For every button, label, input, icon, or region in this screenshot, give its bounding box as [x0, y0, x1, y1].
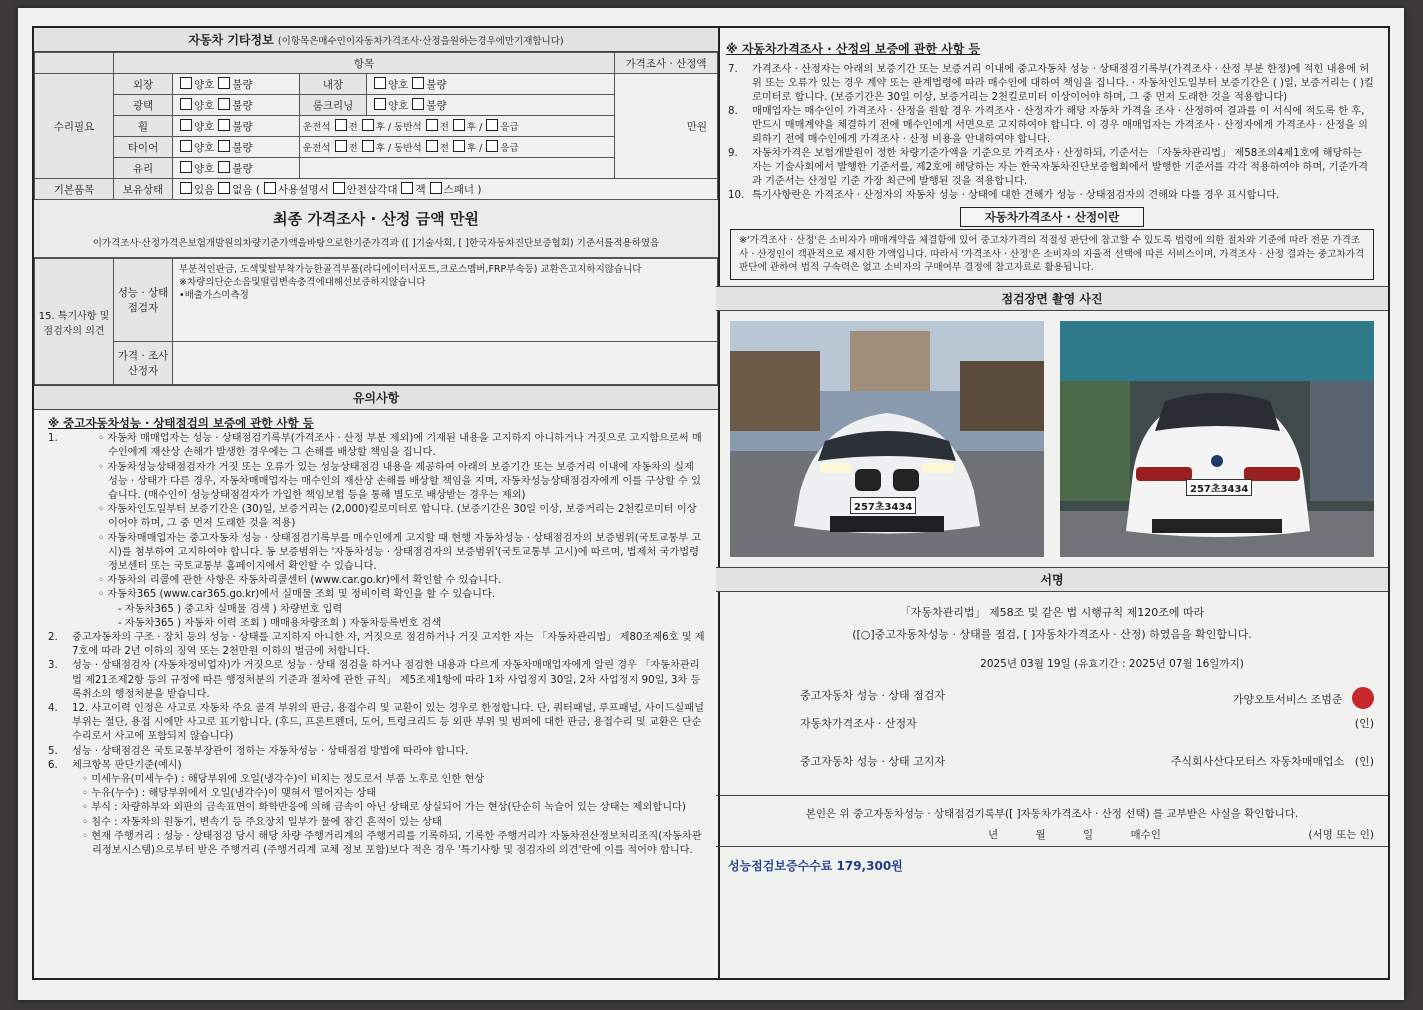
- sign-statement-1: 「자동차관리법」 제58조 및 같은 법 시행규칙 제120조에 따라: [899, 605, 1205, 619]
- criteria-item: ◦ 누유(누수) : 해당부위에서 오일(냉각수)이 맺혀서 떨어지는 상태: [82, 788, 377, 800]
- buyer-date-line: 년 월 일 매수인: [988, 828, 1161, 841]
- price-item: 10. 특기사항란은 가격조사 · 산정자의 자동차 성능 · 상태에 대한 견해가 성능 · 상태점검자의 견해와 다를 경우 표시합니다.: [728, 190, 1280, 201]
- final-price: 최종 가격조사 · 산정 금액 만원: [273, 210, 479, 228]
- price-guarantee-title: ※ 자동차가격조사 · 산정의 보증에 관한 사항 등: [726, 42, 981, 56]
- caution-subsub: - 자동차365 ) 자동차 이력 조회 ) 매매용차량조회 ) 자동차등록번호 검색: [118, 617, 442, 629]
- checkbox[interactable]: [412, 98, 424, 110]
- caution-subsub: - 자동차365 ) 중고차 실매물 검색 ) 차량번호 입력: [118, 603, 343, 615]
- caution-sub: ◦ 자동차의 리콜에 관한 사항은 자동차리콜센터 (www.car.go.kr)에서 확인할 수 있습니다.: [98, 575, 502, 587]
- front-car-image: [730, 321, 1044, 557]
- price-item: 9. 자동차가격은 보험개발원이 정한 차량기준가액을 기준으로 가격조사 · 산정하되, 기준서는 「자동차관리법」 제58조의4제1호에 해당하는 자는 기술사회에서 발행한 기준서를, 제2호에 해당하는 자는 한국자동차진단보증협회에서 발행한 기준서를 각각 적용하여야 하며, 기준가격과 기준서는 산정일 기준 가장 최근에 발행된 것을 적용합니다.: [728, 148, 1368, 187]
- checkbox[interactable]: [180, 77, 192, 89]
- front-plate: 257초3434: [850, 497, 916, 514]
- checkbox[interactable]: [426, 140, 438, 152]
- special-notes-table: [34, 258, 718, 385]
- caution-sub: ◦ 자동차성능상태점검자가 거짓 또는 오류가 있는 성능상태점검 내용을 제공하여 아래의 보증기간 또는 보증거리 이내에 자동차의 실제 성능 · 상태가 다른 경우, 자동차매매업자는 매수인의 재산상 손해를 배상할 책임을 지며, 자동차성능상태점검자에게 이를 구상할 수 있습니다. (매수인이 성능상태점검자가 가입한 책임보험 등을 통해 별도로 배상받는 경우는 제외): [98, 461, 701, 502]
- vehicle-other-info-header: [34, 28, 718, 52]
- inspection-document: [18, 8, 1404, 1000]
- sign-date: 2025년 03월 19일 (유효기간 : 2025년 07월 16일까지): [980, 657, 1244, 670]
- checkbox[interactable]: [362, 119, 374, 131]
- sign-statement-2: ([○]중고자동차성능 · 상태를 점검, [ ]자동차가격조사 · 산정) 하였음을 확인합니다.: [852, 627, 1252, 641]
- exterior-label: 외장: [114, 74, 173, 95]
- checkbox[interactable]: [486, 119, 498, 131]
- checkbox[interactable]: [180, 182, 192, 194]
- checkbox[interactable]: [333, 182, 345, 194]
- caution-item: 2. 중고자동차의 구조 · 장치 등의 성능 · 상태를 고지하지 아니한 자, 거짓으로 점검하거나 거짓 고지한 자는 「자동차관리법」 제80조제6호 및 제7호에 따라 2년 이하의 징역 또는 2천만원 이하의 벌금에 처합니다.: [48, 632, 705, 658]
- checkbox[interactable]: [426, 119, 438, 131]
- caution-body: [34, 410, 718, 858]
- wheel-options: 양호 불량: [173, 116, 300, 137]
- buyer-signature-hint: (서명 또는 인): [1308, 828, 1374, 841]
- price-definition-title: 자동차가격조사 · 산정이란: [960, 207, 1144, 227]
- rear-car-photo: [1060, 321, 1374, 557]
- basic-status-label: 보유상태: [114, 179, 173, 200]
- cleaning-options: 양호 불량: [367, 95, 615, 116]
- wheel-position-options: 운전석 전 후 / 동반석 전 후 / 응급: [300, 116, 615, 137]
- tire-label: 타이어: [114, 137, 173, 158]
- criteria-item: ◦ 부식 : 차량하부와 외판의 금속표면이 화학반응에 의해 금속이 아닌 상태로 상실되어 가는 현상(단순히 녹슬어 있는 상태는 제외합니다): [82, 802, 686, 814]
- criteria-item: ◦ 침수 : 자동차의 원동기, 변속기 등 주요장치 일부가 물에 잠긴 흔적이 있는 상태: [82, 816, 442, 828]
- checkbox[interactable]: [218, 77, 230, 89]
- caution-title: ※ 중고자동차성능 · 상태점검의 보증에 관한 사항 등: [48, 416, 314, 430]
- caution-sub: ◦ 자동차 매매업자는 성능 · 상태점검기록부(가격조사 · 산정 부분 제외)에 기재된 내용을 고지하지 아니하거나 거짓으로 고지함으로써 매수인에게 재산상 손해가 발생한 경우에는 그 손해를 배상할 책임을 집니다.: [98, 433, 702, 459]
- note-line: ※차량의단순소음및떨림변속충격에대해선보증하지않습니다: [179, 277, 426, 288]
- price-item: 8. 매매업자는 매수인이 가격조사 · 산정을 원할 경우 가격조사 · 산정자가 해당 자동차 가격을 조사 · 산정하여 결과를 이 서식에 적도록 한 후, 반드시 매매계약을 체결하기 전에 매수인에게 서면으로 고지하여야 합니다. 이 경우 매매업자는 가격조사 · 산정자에게 가격조사 · 산정을 의뢰하기 전에 매수인에게 가격조사 · 산정 비용을 안내하여야 합니다.: [728, 106, 1368, 145]
- criteria-item: ◦ 현재 주행거리 : 성능 · 상태점검 당시 해당 차량 주행거리계의 주행거리를 기록하되, 기록한 주행거리가 자동차전산정보처리조직(자동차관리정보시스템)으로부터 받은 주행거리 (주행거리계 교체 정보 포함)보다 적은 경우 '특기사항 및 점검자의 의견'란에 이를 적어야 합니다.: [82, 830, 702, 857]
- note-line: 부분적인판금, 도색및탈부착가능한골격부품(라디에이터서포트,크로스멤버,FRP부속등) 교환은고지하지않습니다: [179, 264, 642, 275]
- checkbox[interactable]: [401, 182, 413, 194]
- rear-car-image: [1060, 321, 1374, 557]
- sign-row: 중고자동차 성능 · 상태 고지자 주식회사산다모터스 자동차매매업소 (인): [800, 754, 1374, 768]
- left-column: [32, 26, 720, 980]
- checkbox[interactable]: [412, 77, 424, 89]
- wheel-label: 휠: [114, 116, 173, 137]
- gloss-options: 양호 불량: [173, 95, 300, 116]
- glass-options: 양호 불량: [173, 158, 300, 179]
- warranty-fee: 성능점검보증수수료 179,300원: [716, 846, 1388, 884]
- sign-row: 중고자동차 성능 · 상태 점검자 가양오토서비스 조범준: [716, 671, 1388, 709]
- caution-item: 3. 성능 · 상태점검자 (자동차정비업자)가 거짓으로 성능 · 상태 점검을 하거나 점검한 내용과 다르게 자동차매매업자에게 알린 경우 「자동차관리법 제21조제2항 등의 규정에 따른 행정처분의 기준과 절차에 관한 규칙」 제5조제1항에 따라 1차 사업정지 30일, 2차 사업정지 90일, 3차 등록취소의 행정처분을 받습니다.: [48, 660, 701, 700]
- glass-label: 유리: [114, 158, 173, 179]
- checkbox[interactable]: [362, 140, 374, 152]
- section-title-note: (이항목은매수인이자동차가격조사·산정을원하는경우에만기재합니다): [277, 36, 564, 47]
- caution-sub: ◦ 자동차인도일부터 보증기간은 (30)일, 보증거리는 (2,000)킬로미터로 합니다. (보증기간은 30일 이상, 보증거리는 2천킬로미터 이상이어야 하며, 그 중 먼저 도래한 것을 적용): [98, 504, 697, 530]
- perf-inspector-label: 성능 · 상태 점검자: [114, 259, 173, 342]
- buyer-confirm: [716, 795, 1388, 846]
- criteria-item: ◦ 미세누유(미세누수) : 해당부위에 오일(냉각수)이 비치는 정도로서 부품 노후로 인한 현상: [82, 774, 485, 786]
- signature-section: [716, 604, 1388, 884]
- checkbox[interactable]: [218, 182, 230, 194]
- checkbox[interactable]: [218, 161, 230, 173]
- exterior-options: 양호 불량: [173, 74, 300, 95]
- checkbox[interactable]: [180, 161, 192, 173]
- perf-inspector-notes: [173, 259, 718, 342]
- checkbox[interactable]: [374, 77, 386, 89]
- tire-options: 양호 불량: [173, 137, 300, 158]
- basic-items-options: 있음 없음 ( 사용설명서 안전삼각대 잭 스패너 ): [173, 179, 718, 200]
- tire-position-options: 운전석 전 후 / 동반석 전 후 / 응급: [300, 137, 615, 158]
- item-header: 항목: [114, 53, 615, 74]
- photo-header: 점검장면 촬영 사진: [716, 286, 1388, 311]
- gloss-label: 광택: [114, 95, 173, 116]
- inspection-photos: [716, 311, 1388, 567]
- caution-sub: ◦ 자동차매매업자는 중고자동차 성능 · 상태점검기록부를 매수인에게 고지할 때 현행 자동차성능 · 상태점검자의 보증범위(국토교통부 고시)를 첨부하여 고지하여야 합니다. 동 보증범위는 '자동차성능 · 상태점검자의 보증범위'(국토교통부 고시)에 따르며, 법제처 국가법령정보센터 또는 국토교통부 홈페이지에서 확인할 수 있습니다.: [98, 532, 702, 573]
- right-column: [716, 26, 1390, 980]
- price-assessor-label: 가격 · 조사 산정자: [114, 342, 173, 385]
- caution-sub: ◦ 자동차365 (www.car365.go.kr)에서 실매물 조회 및 정비이력 확인을 할 수 있습니다.: [98, 589, 496, 601]
- checkbox[interactable]: [374, 98, 386, 110]
- front-car-photo: [730, 321, 1044, 557]
- checkbox[interactable]: [180, 140, 192, 152]
- basic-items-label: 기본품목: [35, 179, 114, 200]
- final-price-block: [34, 200, 718, 258]
- price-definition-text: ※'가격조사 · 산정'은 소비자가 매매계약을 체결함에 있어 중고차가격의 적절성 판단에 참고할 수 있도록 법령에 의한 절차와 기준에 따라 전문 가격조사 · 산정인이 객관적으로 제시한 가액입니다. 따라서 '가격조사 · 산정'은 소비자의 자율적 선택에 따른 서비스이며, 가격조사 · 산정 결과는 중고차가격판단에 관하여 법적 구속력은 없고 소비자의 구매여부 결정에 참고자료로 활용됩니다.: [730, 229, 1374, 280]
- checkbox[interactable]: [180, 98, 192, 110]
- checkbox[interactable]: [335, 119, 347, 131]
- caution-item: 6. 체크항목 판단기준(예시): [48, 759, 182, 771]
- repair-needed-label: 수리필요: [35, 74, 114, 179]
- caution-item-1: 1. ◦ 자동차 매매업자는 성능 · 상태점검기록부(가격조사 · 산정 부분 제외)에 기재된 내용을 고지하지 아니하거나 거짓으로 고지함으로써 매수인에게 재산상 손해가 발생한 경우에는 그 손해를 배상할 책임을 집니다. ◦ 자동차성능상태점검자가 거짓 또는 오류가 있는 성능상태점검 내용을 제공하여 아래의 보증기간 또는 보증거리 이내에 자동차의 실제 성능 · 상태가 다른 경우, 자동차매매업자는 매수인의 재산상 손해를 배상할 책임을 지며, 자동차성능상태점검자에게 이를 구상할 수 있습니다. (매수인이 성능상태점검자가 가입한 책임보험 등을 통해 별도로 배상받는 경우는 제외) ◦ 자동차인도일부터 보증기간은 (30)일, 보증거리는 (2,000)킬로미터로 합니다. (보증기간은 30일 이상, 보증거리는 2천킬로미터 이상이어야 하며, 그 중 먼저 도래한 것을 적용) ◦ 자동차매매업자는 중고자동차 성능 · 상태점검기록부를 매수인에게 고지할 때 현행 자동차성능 · 상태점검자의 보증범위(국토교통부 고시)를 첨부하여 고지하여야 합니다. 동 보증범위는 '자동차성능 · 상태점검자의 보증범위'(국토교통부 고시)에 따르며, 법제처 국가법령정보센터 또는 국토교통부 홈페이지에서 확인할 수 있습니다. ◦ 자동차의 리콜에 관한 사항은 자동차리콜센터 (www.car.go.kr)에서 확인할 수 있습니다. ◦ 자동차365 (www.car365.go.kr)에서 실매물 조회 및 정비이력 확인을 할 수 있습니다. - 자동차365 ) 중고차 실매물 검색 ) 차량번호 입력 - 자동차365 ) 자동차 이력 조회 ) 매매용차량조회 ) 자동차등록번호 검색: [48, 432, 706, 631]
- interior-label: 내장: [300, 74, 367, 95]
- section-title: 자동차 기타정보: [188, 33, 274, 47]
- special-notes-label: 15. 특기사항 및 점검자의 의견: [35, 259, 114, 385]
- rear-plate: 257초3434: [1186, 479, 1252, 496]
- interior-options: 양호 불량: [367, 74, 615, 95]
- note-line: •배출가스미측정: [179, 290, 249, 301]
- caution-header: 유의사항: [34, 385, 718, 410]
- price-item: 7. 가격조사 · 산정자는 아래의 보증기간 또는 보증거리 이내에 중고자동차 성능 · 상태점검기록부(가격조사 · 산정 부분 한정)에 적힌 내용에 허위 또는 오류가 있는 경우 계약 또는 관계법령에 따라 매수인에 대하여 책임을 집니다. · 자동차인도일부터 보증기간은 ( )일, 보증거리는 ( )킬로미터로 합니다. (보증기간은 30일 이상, 보증거리는 2천킬로미터 이상이어야 하며, 그 중 먼저 도래한 것을 적용합니다): [728, 64, 1374, 103]
- caution-item: 5. 성능 · 상태점검은 국토교통부장관이 정하는 자동차성능 · 상태점검 방법에 따라야 합니다.: [48, 745, 469, 757]
- inspector-name: 가양오토서비스 조범준: [1233, 687, 1374, 709]
- seal-stamp: [1352, 687, 1374, 709]
- checkbox[interactable]: [486, 140, 498, 152]
- price-header: 가격조사 · 산정액: [615, 53, 718, 74]
- caution-item: 4. 12. 사고이력 인정은 사고로 자동차 주요 골격 부위의 판금, 용접수리 및 교환이 있는 경우로 한정합니다. 단, 쿼터패널, 루프패널, 사이드실패널 부위는 절단, 용접 시에만 사고로 표기합니다. (후드, 프론트펜더, 도어, 트렁크리드 등 외판 부위 및 범퍼에 대한 판금, 용접수리 및 교환은 단순수리로서 사고에 포함되지 않습니다): [48, 703, 704, 743]
- checkbox[interactable]: [453, 140, 465, 152]
- buyer-confirm-text: 본인은 위 중고자동차성능 · 상태점검기록부([ ]자동차가격조사 · 산정 선택) 를 교부받은 사실을 확인합니다.: [805, 807, 1299, 820]
- checkbox[interactable]: [335, 140, 347, 152]
- price-unit: 만원: [615, 74, 718, 179]
- checkbox[interactable]: [264, 182, 276, 194]
- checkbox[interactable]: [453, 119, 465, 131]
- checkbox[interactable]: [218, 140, 230, 152]
- cleaning-label: 룸크리닝: [300, 95, 367, 116]
- checkbox[interactable]: [218, 119, 230, 131]
- checkbox[interactable]: [180, 119, 192, 131]
- checkbox[interactable]: [218, 98, 230, 110]
- repair-table: [34, 52, 718, 200]
- sign-row: 자동차가격조사 · 산정자 (인): [800, 716, 1374, 730]
- checkbox[interactable]: [430, 182, 442, 194]
- signature-header: 서명: [716, 567, 1388, 592]
- final-price-note: 이가격조사·산정가격은보험개발원의차량기준가액을바탕으로한기준가격과 ([ ]기술사회, [ ]한국자동차진단보증협회) 기준서를적용하였음: [92, 238, 660, 249]
